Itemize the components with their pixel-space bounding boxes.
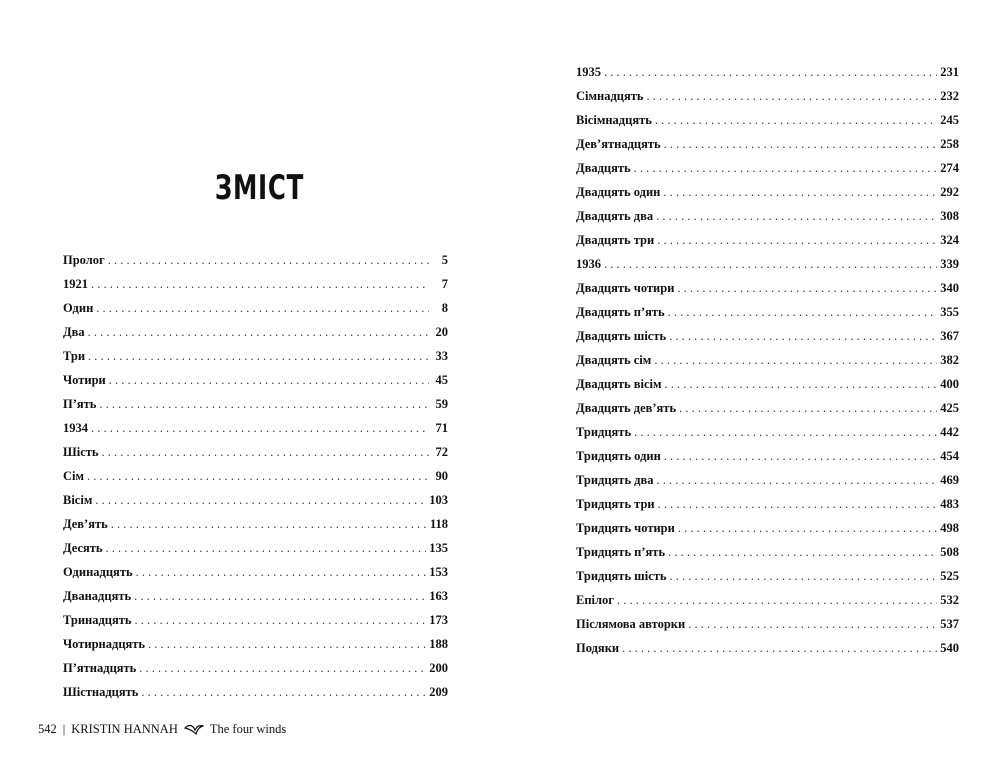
toc-entry-page: 245	[940, 113, 959, 127]
footer-book-title: The four winds	[209, 722, 287, 736]
toc-entry-page: 5	[441, 253, 448, 267]
toc-dot-leader	[658, 492, 938, 516]
toc-entry-label: Сімнадцять	[576, 89, 644, 103]
toc-dot-leader	[634, 156, 938, 180]
toc-entry-page: 540	[940, 641, 959, 655]
toc-entry-page: 7	[441, 277, 448, 291]
toc-entry	[576, 228, 959, 252]
toc-dot-leader	[99, 392, 429, 416]
toc-entry-page: 153	[429, 565, 448, 579]
toc-entry-page: 382	[940, 353, 959, 367]
toc-dot-leader	[657, 228, 937, 252]
toc-entry-page: 498	[940, 521, 959, 535]
toc-entry	[63, 512, 448, 536]
toc-entry-page: 400	[940, 377, 959, 391]
toc-entry	[63, 248, 448, 272]
toc-entry-label: Два	[63, 325, 85, 339]
toc-entry	[63, 680, 448, 704]
toc-entry	[576, 444, 959, 468]
toc-entry-label: Епілог	[576, 593, 614, 607]
toc-entry	[63, 488, 448, 512]
toc-entry-page: 173	[429, 613, 448, 627]
toc-entry-page: 274	[940, 161, 959, 175]
toc-entry-label: Двадцять	[576, 161, 631, 175]
toc-entry-page: 200	[429, 661, 448, 675]
toc-entry	[576, 156, 959, 180]
toc-dot-leader	[91, 272, 429, 296]
toc-entry-page: 292	[940, 185, 959, 199]
toc-dot-leader	[678, 516, 937, 540]
toc-dot-leader	[647, 84, 938, 108]
toc-entry-page: 209	[429, 685, 448, 699]
footer-separator: |	[62, 722, 66, 736]
toc-entry	[63, 272, 448, 296]
toc-entry	[63, 464, 448, 488]
toc-dot-leader	[136, 560, 427, 584]
toc-entry-label: Десять	[63, 541, 103, 555]
toc-entry	[63, 344, 448, 368]
toc-entry-label: Тридцять шість	[576, 569, 667, 583]
toc-entry	[63, 656, 448, 680]
toc-dot-leader	[679, 396, 937, 420]
toc-entry-label: Тридцять два	[576, 473, 654, 487]
toc-entry	[576, 396, 959, 420]
page-number: 542	[38, 722, 57, 736]
toc-entry-page: 340	[940, 281, 959, 295]
toc-entry-label: Післямова авторки	[576, 617, 686, 631]
toc-entry-label: Тридцять три	[576, 497, 655, 511]
right-page	[503, 0, 1005, 769]
toc-dot-leader	[655, 108, 937, 132]
toc-entry	[576, 420, 959, 444]
toc-entry-label: Двадцять три	[576, 233, 655, 247]
toc-dot-leader	[141, 680, 426, 704]
toc-entry	[63, 416, 448, 440]
toc-entry-page: 90	[435, 469, 448, 483]
toc-dot-leader	[135, 608, 427, 632]
toc-dot-leader	[669, 324, 937, 348]
toc-dot-leader	[148, 632, 426, 656]
toc-entry-label: Тридцять	[576, 425, 632, 439]
toc-entry	[63, 368, 448, 392]
toc-entry	[576, 348, 959, 372]
toc-entry	[63, 584, 448, 608]
toc-entry	[576, 540, 959, 564]
toc-entry-label: Дев’ятнадцять	[576, 137, 661, 151]
toc-entry	[576, 588, 959, 612]
toc-entry-label: Пролог	[63, 253, 105, 267]
toc-entry-page: 425	[940, 401, 959, 415]
toc-entry-page: 339	[940, 257, 959, 271]
toc-dot-leader	[654, 348, 937, 372]
toc-entry-label: Подяки	[576, 641, 620, 655]
toc-entry-label: П’ять	[63, 397, 97, 411]
toc-entry-label: Шість	[63, 445, 99, 459]
toc-entry	[576, 252, 959, 276]
toc-entry	[576, 324, 959, 348]
toc-entry-page: 231	[940, 65, 959, 79]
toc-dot-leader	[108, 248, 429, 272]
toc-dot-leader	[677, 276, 937, 300]
toc-entry	[63, 632, 448, 656]
toc-dot-leader	[604, 60, 937, 84]
toc-list-right	[576, 60, 959, 660]
toc-dot-leader	[88, 320, 429, 344]
toc-dot-leader	[87, 464, 429, 488]
toc-dot-leader	[665, 372, 938, 396]
toc-entry	[63, 608, 448, 632]
toc-entry-label: Двадцять чотири	[576, 281, 675, 295]
toc-entry-page: 469	[940, 473, 959, 487]
toc-entry-page: 232	[940, 89, 959, 103]
toc-entry-label: Двадцять два	[576, 209, 654, 223]
toc-dot-leader	[668, 540, 937, 564]
toc-entry-label: Двадцять шість	[576, 329, 667, 343]
toc-entry-label: Двадцять дев’ять	[576, 401, 677, 415]
toc-dot-leader	[670, 564, 938, 588]
toc-entry-page: 8	[441, 301, 448, 315]
toc-entry	[576, 492, 959, 516]
toc-dot-leader	[88, 344, 429, 368]
toc-entry	[576, 108, 959, 132]
toc-entry-page: 71	[435, 421, 448, 435]
toc-entry	[576, 516, 959, 540]
toc-entry-label: Дев’ять	[63, 517, 108, 531]
toc-entry-page: 355	[940, 305, 959, 319]
toc-entry-page: 188	[429, 637, 448, 651]
toc-entry	[576, 636, 959, 660]
toc-entry	[63, 392, 448, 416]
toc-entry	[576, 180, 959, 204]
toc-entry-label: 1921	[63, 277, 88, 291]
toc-entry-label: Три	[63, 349, 86, 363]
toc-entry-page: 367	[940, 329, 959, 343]
toc-entry-page: 103	[429, 493, 448, 507]
toc-dot-leader	[604, 252, 937, 276]
toc-list-left	[63, 248, 448, 704]
page-title: ЗМІСТ	[214, 168, 305, 208]
toc-dot-leader	[111, 512, 427, 536]
footer-author: KRISTIN HANNAH	[71, 722, 178, 736]
toc-entry	[576, 612, 959, 636]
toc-entry-label: Двадцять сім	[576, 353, 652, 367]
toc-entry-label: Тридцять п’ять	[576, 545, 666, 559]
toc-entry-page: 454	[940, 449, 959, 463]
toc-entry-label: Чотири	[63, 373, 106, 387]
toc-entry-label: П’ятнадцять	[63, 661, 137, 675]
toc-entry-page: 72	[435, 445, 448, 459]
toc-dot-leader	[617, 588, 937, 612]
toc-entry	[576, 468, 959, 492]
toc-entry-page: 525	[940, 569, 959, 583]
toc-entry	[63, 440, 448, 464]
toc-entry-page: 537	[940, 617, 959, 631]
toc-entry	[63, 320, 448, 344]
toc-entry-page: 532	[940, 593, 959, 607]
toc-entry-label: 1934	[63, 421, 88, 435]
toc-entry-page: 135	[429, 541, 448, 555]
toc-dot-leader	[91, 416, 429, 440]
toc-entry	[576, 204, 959, 228]
toc-entry-page: 118	[429, 517, 448, 531]
toc-entry	[576, 60, 959, 84]
toc-entry-page: 508	[940, 545, 959, 559]
toc-entry-page: 20	[435, 325, 448, 339]
toc-entry-label: Двадцять вісім	[576, 377, 662, 391]
toc-entry-label: Тридцять чотири	[576, 521, 675, 535]
toc-entry-label: Сім	[63, 469, 85, 483]
toc-entry-label: Шістнадцять	[63, 685, 139, 699]
toc-entry	[576, 132, 959, 156]
toc-entry-label: Двадцять один	[576, 185, 661, 199]
toc-entry-label: 1935	[576, 65, 601, 79]
toc-entry-page: 45	[435, 373, 448, 387]
toc-dot-leader	[95, 488, 426, 512]
toc-entry-label: Тридцять один	[576, 449, 661, 463]
toc-dot-leader	[139, 656, 426, 680]
toc-dot-leader	[656, 204, 937, 228]
toc-entry-page: 442	[940, 425, 959, 439]
toc-dot-leader	[688, 612, 937, 636]
toc-dot-leader	[109, 368, 429, 392]
toc-dot-leader	[663, 180, 937, 204]
toc-dot-leader	[664, 132, 938, 156]
toc-entry-page: 324	[940, 233, 959, 247]
toc-dot-leader	[96, 296, 429, 320]
toc-dot-leader	[634, 420, 937, 444]
toc-entry-page: 308	[940, 209, 959, 223]
toc-dot-leader	[106, 536, 427, 560]
toc-entry	[63, 296, 448, 320]
toc-entry	[576, 84, 959, 108]
toc-dot-leader	[668, 300, 938, 324]
page-footer	[38, 722, 286, 737]
toc-entry	[576, 276, 959, 300]
toc-entry	[576, 300, 959, 324]
toc-entry-label: 1936	[576, 257, 601, 271]
toc-dot-leader	[102, 440, 430, 464]
toc-entry-label: Чотирнадцять	[63, 637, 146, 651]
toc-dot-leader	[664, 444, 937, 468]
left-page	[0, 0, 502, 769]
toc-entry-page: 483	[940, 497, 959, 511]
toc-entry-page: 33	[435, 349, 448, 363]
toc-entry-label: Вісім	[63, 493, 93, 507]
toc-entry-label: Вісімнадцять	[576, 113, 652, 127]
toc-entry-label: Одинадцять	[63, 565, 133, 579]
toc-entry	[63, 536, 448, 560]
toc-entry-label: Двадцять п’ять	[576, 305, 665, 319]
toc-entry-label: Тринадцять	[63, 613, 132, 627]
toc-dot-leader	[657, 468, 938, 492]
toc-entry-page: 163	[429, 589, 448, 603]
toc-dot-leader	[622, 636, 937, 660]
toc-entry	[63, 560, 448, 584]
toc-entry-page: 59	[435, 397, 448, 411]
toc-entry-label: Один	[63, 301, 94, 315]
toc-entry-page: 258	[940, 137, 959, 151]
toc-dot-leader	[134, 584, 426, 608]
toc-entry	[576, 372, 959, 396]
toc-entry	[576, 564, 959, 588]
bird-ornament-icon	[184, 723, 204, 737]
toc-entry-label: Дванадцять	[63, 589, 132, 603]
